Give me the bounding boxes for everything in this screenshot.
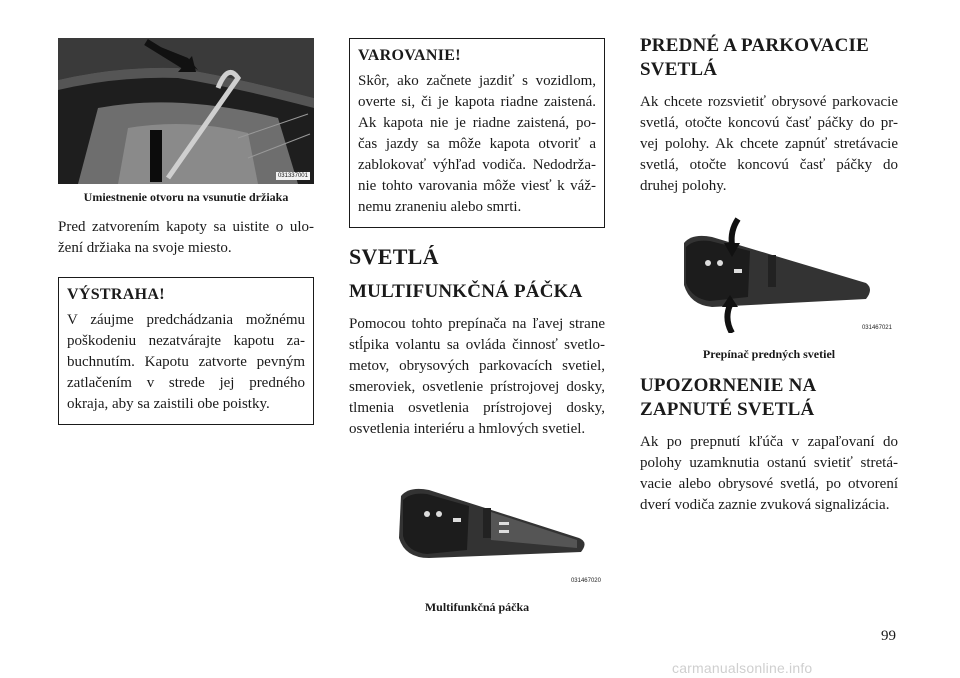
caution-box xyxy=(349,38,605,228)
caution-title: VAROVANIE! xyxy=(358,47,461,64)
column-right xyxy=(640,34,898,516)
figure-code: 031467020 xyxy=(570,578,601,584)
hood-prop-figure xyxy=(58,38,314,184)
warning-title: VÝSTRAHA! xyxy=(67,286,165,303)
column-middle xyxy=(349,38,605,615)
figure-caption: Prepínač predných svetiel xyxy=(702,347,836,361)
multifunction-paragraph: Pomocou tohto prepínača na ľavej strane stĺpika volantu sa ovláda činnosť svetlo-metov, obrysových parkovacích svetiel, smeroviek, osvetlenie prístrojovej dosky, tlmenia osvetlenia prístrojovej dosky, osvetlenia interiéru a hmlových svetiel. xyxy=(349,316,605,437)
caution-text: Skôr, ako začnete jazdiť s vozidlom, overte si, či je kapota riadne zaistená. Ak kapota nie je riadne zaistená, po-čas jazdy sa môže kapota otvoriť a zablokovať výhľad vodiča. Nedodrža-nie tohto varovania môže viesť k váž-nemu zraneniu alebo smrti. xyxy=(358,73,596,215)
subsection-title: MULTIFUNKČNÁ PÁČKA xyxy=(349,281,583,302)
lights-on-paragraph: Ak po prepnutí kľúča v zapaľovaní do polohy uzamknutia ostanú svietiť stretá-vacie alebo obrysové svetlá, po otvorení dverí vodiča zaznie zvuková signalizácia. xyxy=(640,434,898,513)
headlights-heading: PREDNÉ A PARKOVACIE SVETLÁ xyxy=(640,35,870,80)
warning-text: V záujme predchádzania možnému poškodeniu nezatvárajte kapotu za-buchnutím. Kapotu zatvorte pevným zatlačením v strede jej predného okraja, aby sa zaistili obe poistky. xyxy=(67,312,305,412)
column-left xyxy=(58,38,314,425)
hood-prop-illustration xyxy=(58,38,314,184)
warning-box xyxy=(58,277,314,425)
multifunction-lever-figure xyxy=(349,478,605,586)
figure-caption: Multifunkčná páčka xyxy=(424,600,530,614)
multifunction-lever-illustration xyxy=(349,478,605,578)
headlights-paragraph: Ak chcete rozsvietiť obrysové parkovacie svetlá, otočte koncovú časť páčky do pr-vej polohy. Ak chcete zapnúť stretávacie svetlá, otočte koncovú časť páčky do druhej polohy. xyxy=(640,94,898,194)
headlight-switch-illustration xyxy=(640,217,898,333)
headlight-switch-figure xyxy=(640,217,898,337)
watermark: carmanualsonline.info xyxy=(672,660,813,676)
page-number: 99 xyxy=(881,628,896,644)
lights-on-heading: UPOZORNENIE NA ZAPNUTÉ SVETLÁ xyxy=(640,375,816,420)
figure-code: 031467021 xyxy=(861,325,892,331)
section-title: SVETLÁ xyxy=(349,244,439,269)
figure-caption: Umiestnenie otvoru na vsunutie držiaka xyxy=(83,190,289,204)
hood-paragraph: Pred zatvorením kapoty sa uistite o ulo-žení držiaka na svoje miesto. xyxy=(58,219,314,256)
figure-code: 031337001 xyxy=(277,173,308,179)
